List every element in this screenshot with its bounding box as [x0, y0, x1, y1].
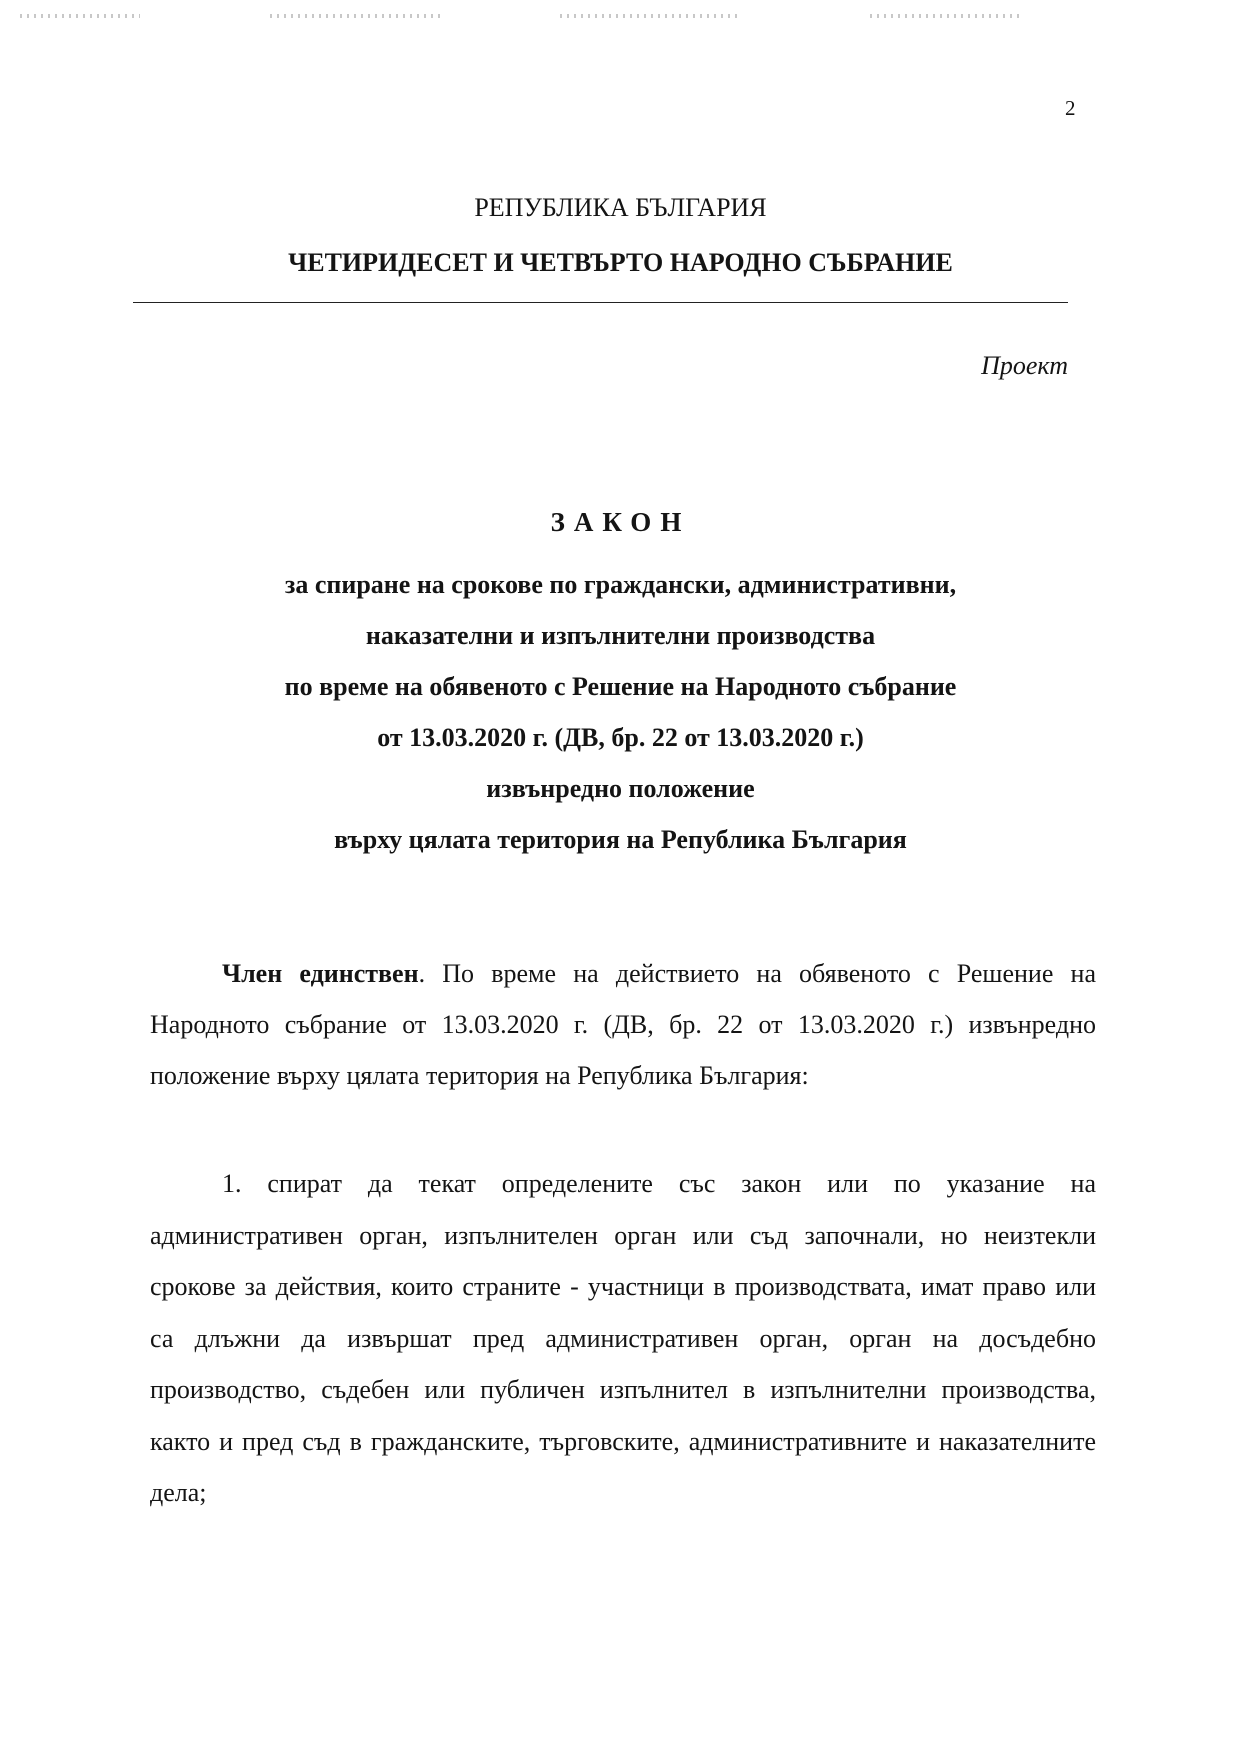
law-subtitle-line: по време на обявеното с Решение на Народното събрание [284, 672, 957, 701]
article-item: 1. спират да текат определените със закон или по указание на административен орган, изпълнителен орган или съд започнали, но неизтекли срокове за действия, които страните - участници в производствата, имат право или са длъжни да извършат пред административен орган, орган на досъдебно производство, съдебен или публичен изпълнител в изпълнителни производства, както и пред съд в гражданските, търговските, административните и наказателните дела; [150, 1169, 1096, 1507]
law-subtitle-line: върху цялата територия на Република България [334, 825, 907, 854]
scan-artifact [270, 14, 440, 18]
header-divider [133, 302, 1068, 303]
article-text: . По време на действието на обявеното с Решение на Народното събрание от 13.03.2020 г. (ДВ, бр. 22 от 13.03.2020 г.) извънредно положение върху цялата територия на Република България: [150, 959, 1096, 1090]
scan-artifact [870, 14, 1020, 18]
draft-label: Проект [981, 351, 1068, 380]
header-assembly: ЧЕТИРИДЕСЕТ И ЧЕТВЪРТО НАРОДНО СЪБРАНИЕ [288, 248, 953, 277]
scan-artifact [560, 14, 740, 18]
page-number: 2 [1065, 96, 1076, 120]
law-subtitle-line: извънредно положение [486, 774, 755, 803]
law-subtitle-line: от 13.03.2020 г. (ДВ, бр. 22 от 13.03.2020 г.) [377, 723, 864, 752]
law-subtitle [0, 559, 1241, 865]
law-title: ЗАКОН [550, 507, 691, 537]
law-subtitle-line: за спиране на срокове по граждански, административни, [284, 570, 957, 599]
scan-artifact [20, 14, 140, 18]
article-paragraph [150, 948, 1096, 1101]
header-republic: РЕПУБЛИКА БЪЛГАРИЯ [474, 193, 767, 222]
law-subtitle-line: наказателни и изпълнителни производства [365, 621, 876, 650]
article-lead: Член единствен [222, 959, 419, 988]
